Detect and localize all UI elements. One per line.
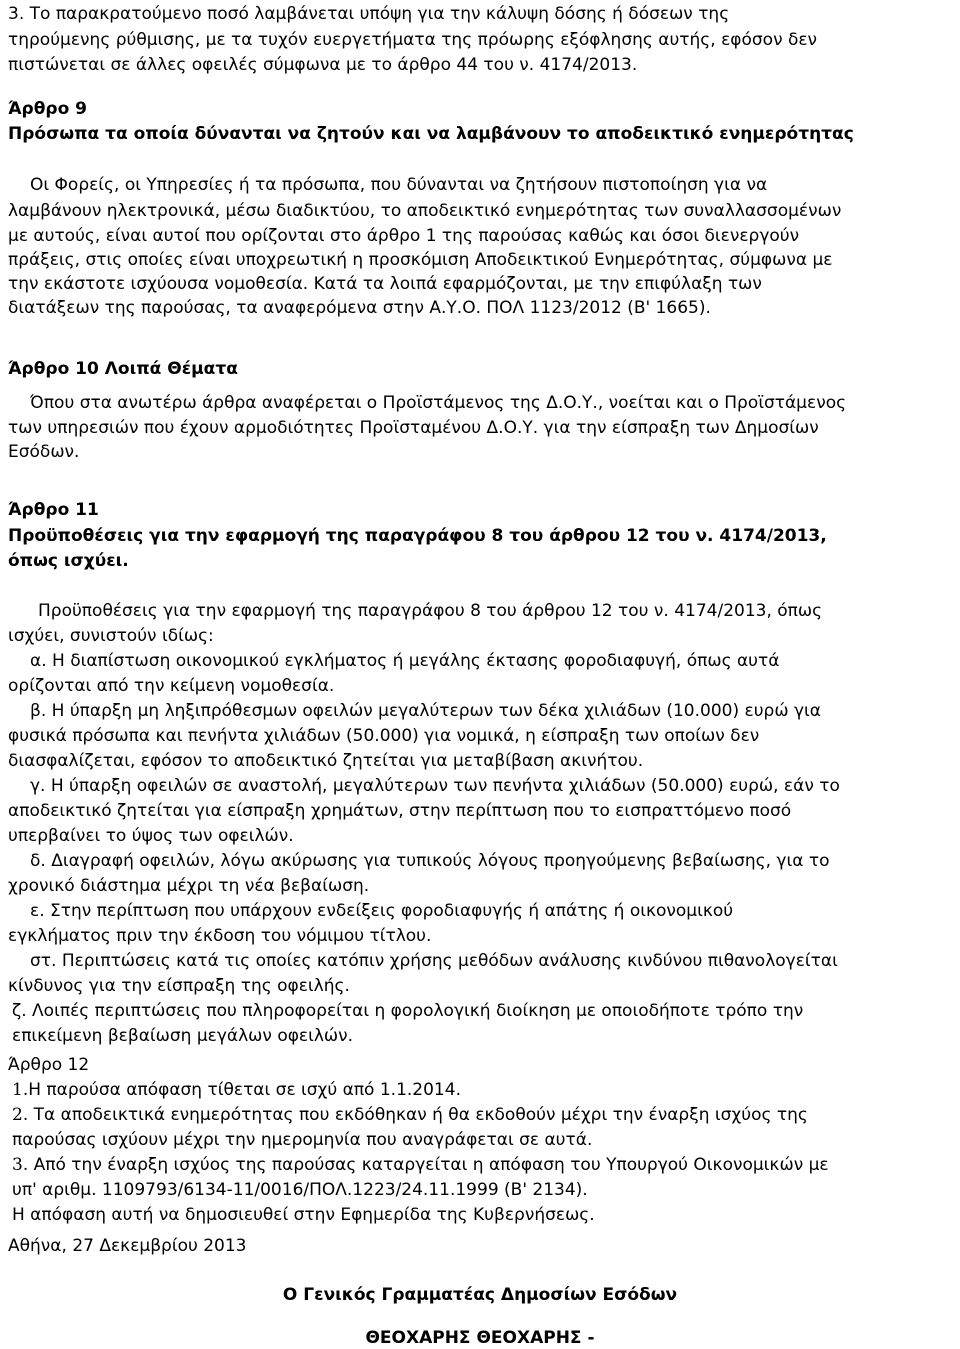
item-b-line-2: φυσικά πρόσωπα και πενήντα χιλιάδων (50.000) για νομικά, η είσπραξη των οποίων δεν	[8, 726, 760, 746]
item-number: 2.	[12, 1105, 29, 1125]
article-11-intro-1: Προϋποθέσεις για την εφαρμογή της παραγράφου 8 του άρθρου 12 του ν. 4174/2013, όπως	[38, 601, 823, 621]
article-12-item-2-line-2: παρούσας ισχύουν μέχρι την ημερομηνία που αναγράφεται σε αυτά.	[12, 1130, 593, 1150]
item-st-line-2: κίνδυνος για την είσπραξη της οφειλής.	[8, 976, 350, 996]
signer-title: Ο Γενικός Γραμματέας Δημοσίων Εσόδων	[282, 1285, 678, 1305]
article-9-line-5: την εκάστοτε ισχύουσα νομοθεσία. Κατά τα λοιπά εφαρμόζονται, με την επιφύλαξη των	[8, 274, 762, 294]
item-st-line-1: στ. Περιπτώσεις κατά τις οποίες κατόπιν χρήσης μεθόδων ανάλυσης κινδύνου πιθανολογείται	[30, 951, 838, 971]
date-line: Αθήνα, 27 Δεκεμβρίου 2013	[8, 1236, 247, 1256]
article-11-subtitle-1: Προϋποθέσεις για την εφαρμογή της παραγράφου 8 του άρθρου 12 του ν. 4174/2013,	[8, 526, 827, 546]
item-a-line-2: ορίζονται από την κείμενη νομοθεσία.	[8, 676, 335, 696]
article-12-title: Άρθρο 12	[8, 1055, 90, 1075]
article-9-line-1: Οι Φορείς, οι Υπηρεσίες ή τα πρόσωπα, που δύνανται να ζητήσουν πιστοποίηση για να	[30, 175, 768, 195]
item-text: Από την έναρξη ισχύος της παρούσας καταργείται η απόφαση του Υπουργού Οικονομικών με	[28, 1155, 829, 1175]
p3-line-1: 3. Το παρακρατούμενο ποσό λαμβάνεται υπόψη για την κάλυψη δόσης ή δόσεων της	[8, 4, 730, 24]
article-12-item-3-line-2: υπ' αριθμ. 1109793/6134-11/0016/ΠΟΛ.1223/24.11.1999 (Β' 2134).	[12, 1180, 588, 1200]
publication-note: Η απόφαση αυτή να δημοσιευθεί στην Εφημερίδα της Κυβερνήσεως.	[12, 1205, 595, 1225]
p3-line-3: πιστώνεται σε άλλες οφειλές σύμφωνα με το άρθρο 44 του ν. 4174/2013.	[8, 55, 638, 75]
item-e-line-2: εγκλήματος πριν την έκδοση του νόμιμου τίτλου.	[8, 926, 432, 946]
article-9-line-6: διατάξεων της παρούσας, τα αναφερόμενα στην Α.Υ.Ο. ΠΟΛ 1123/2012 (Β' 1665).	[8, 298, 711, 318]
item-text: Η παρούσα απόφαση τίθεται σε ισχύ από 1.1.2014.	[28, 1080, 461, 1100]
item-b-line-3: διασφαλίζεται, εφόσον το αποδεικτικό ζητείται για μεταβίβαση ακινήτου.	[8, 751, 644, 771]
signer-name: ΘΕΟΧΑΡΗΣ ΘΕΟΧΑΡΗΣ -	[365, 1328, 595, 1348]
item-a-line-1: α. Η διαπίστωση οικονομικού εγκλήματος ή μεγάλης έκτασης φοροδιαφυγή, όπως αυτά	[30, 651, 780, 671]
p3-line-2: τηρούμενης ρύθμισης, με τα τυχόν ευεργετήματα της πρόωρης εξόφλησης αυτής, εφόσον δεν	[8, 30, 818, 50]
article-10-title: Άρθρο 10 Λοιπά Θέματα	[8, 359, 238, 379]
article-12-item-3-line-1	[12, 1155, 829, 1175]
article-9-line-4: πράξεις, στις οποίες είναι υποχρεωτική η προσκόμιση Αποδεικτικού Ενημερότητας, σύμφωνα με	[8, 250, 833, 270]
item-b-line-1: β. Η ύπαρξη μη ληξιπρόθεσμων οφειλών μεγαλύτερων των δέκα χιλιάδων (10.000) ευρώ για	[30, 701, 821, 721]
article-10-line-1: Όπου στα ανωτέρω άρθρα αναφέρεται ο Προϊστάμενος της Δ.Ο.Υ., νοείται και ο Προϊστάμενος	[30, 393, 847, 413]
article-12-item-1	[12, 1080, 461, 1100]
item-number: 1.	[12, 1080, 29, 1100]
item-number: 3.	[12, 1155, 29, 1175]
item-z-line-1: ζ. Λοιπές περιπτώσεις που πληροφορείται η φορολογική διοίκηση με οποιοδήποτε τρόπο την	[12, 1001, 804, 1021]
item-c-line-1: γ. Η ύπαρξη οφειλών σε αναστολή, μεγαλύτερων των πενήντα χιλιάδων (50.000) ευρώ, εάν το	[30, 776, 840, 796]
article-9-line-2: λαμβάνουν ηλεκτρονικά, μέσω διαδικτύου, το αποδεικτικό ενημερότητας των συναλλασσομένων	[8, 201, 842, 221]
item-c-line-2: αποδεικτικό ζητείται για είσπραξη χρημάτων, στην περίπτωση που το εισπραττόμενο ποσό	[8, 801, 792, 821]
item-z-line-2: επικείμενη βεβαίωση μεγάλων οφειλών.	[12, 1026, 354, 1046]
item-d-line-1: δ. Διαγραφή οφειλών, λόγω ακύρωσης για τυπικούς λόγους προηγούμενης βεβαίωσης, για το	[30, 851, 830, 871]
article-11-intro-2: ισχύει, συνιστούν ιδίως:	[8, 626, 214, 646]
item-text: Τα αποδεικτικά ενημερότητας που εκδόθηκαν ή θα εκδοθούν μέχρι την έναρξη ισχύος της	[28, 1105, 808, 1125]
item-c-line-3: υπερβαίνει το ύψος των οφειλών.	[8, 826, 294, 846]
article-10-line-2: των υπηρεσιών που έχουν αρμοδιότητες Προϊσταμένου Δ.Ο.Υ. για την είσπραξη των Δημοσίων	[8, 418, 819, 438]
article-12-item-2-line-1	[12, 1105, 808, 1125]
item-e-line-1: ε. Στην περίπτωση που υπάρχουν ενδείξεις φοροδιαφυγής ή απάτης ή οικονομικού	[30, 901, 734, 921]
article-11-subtitle-2: όπως ισχύει.	[8, 551, 129, 571]
article-9-title: Άρθρο 9	[8, 99, 87, 119]
article-9-line-3: με αυτούς, είναι αυτοί που ορίζονται στο άρθρο 1 της παρούσας καθώς και όσοι διενεργούν	[8, 226, 800, 246]
item-d-line-2: χρονικό διάστημα μέχρι τη νέα βεβαίωση.	[8, 876, 370, 896]
article-9-subtitle: Πρόσωπα τα οποία δύνανται να ζητούν και να λαμβάνουν το αποδεικτικό ενημερότητας	[8, 124, 854, 144]
article-10-line-3: Εσόδων.	[8, 442, 80, 462]
article-11-title: Άρθρο 11	[8, 500, 99, 520]
